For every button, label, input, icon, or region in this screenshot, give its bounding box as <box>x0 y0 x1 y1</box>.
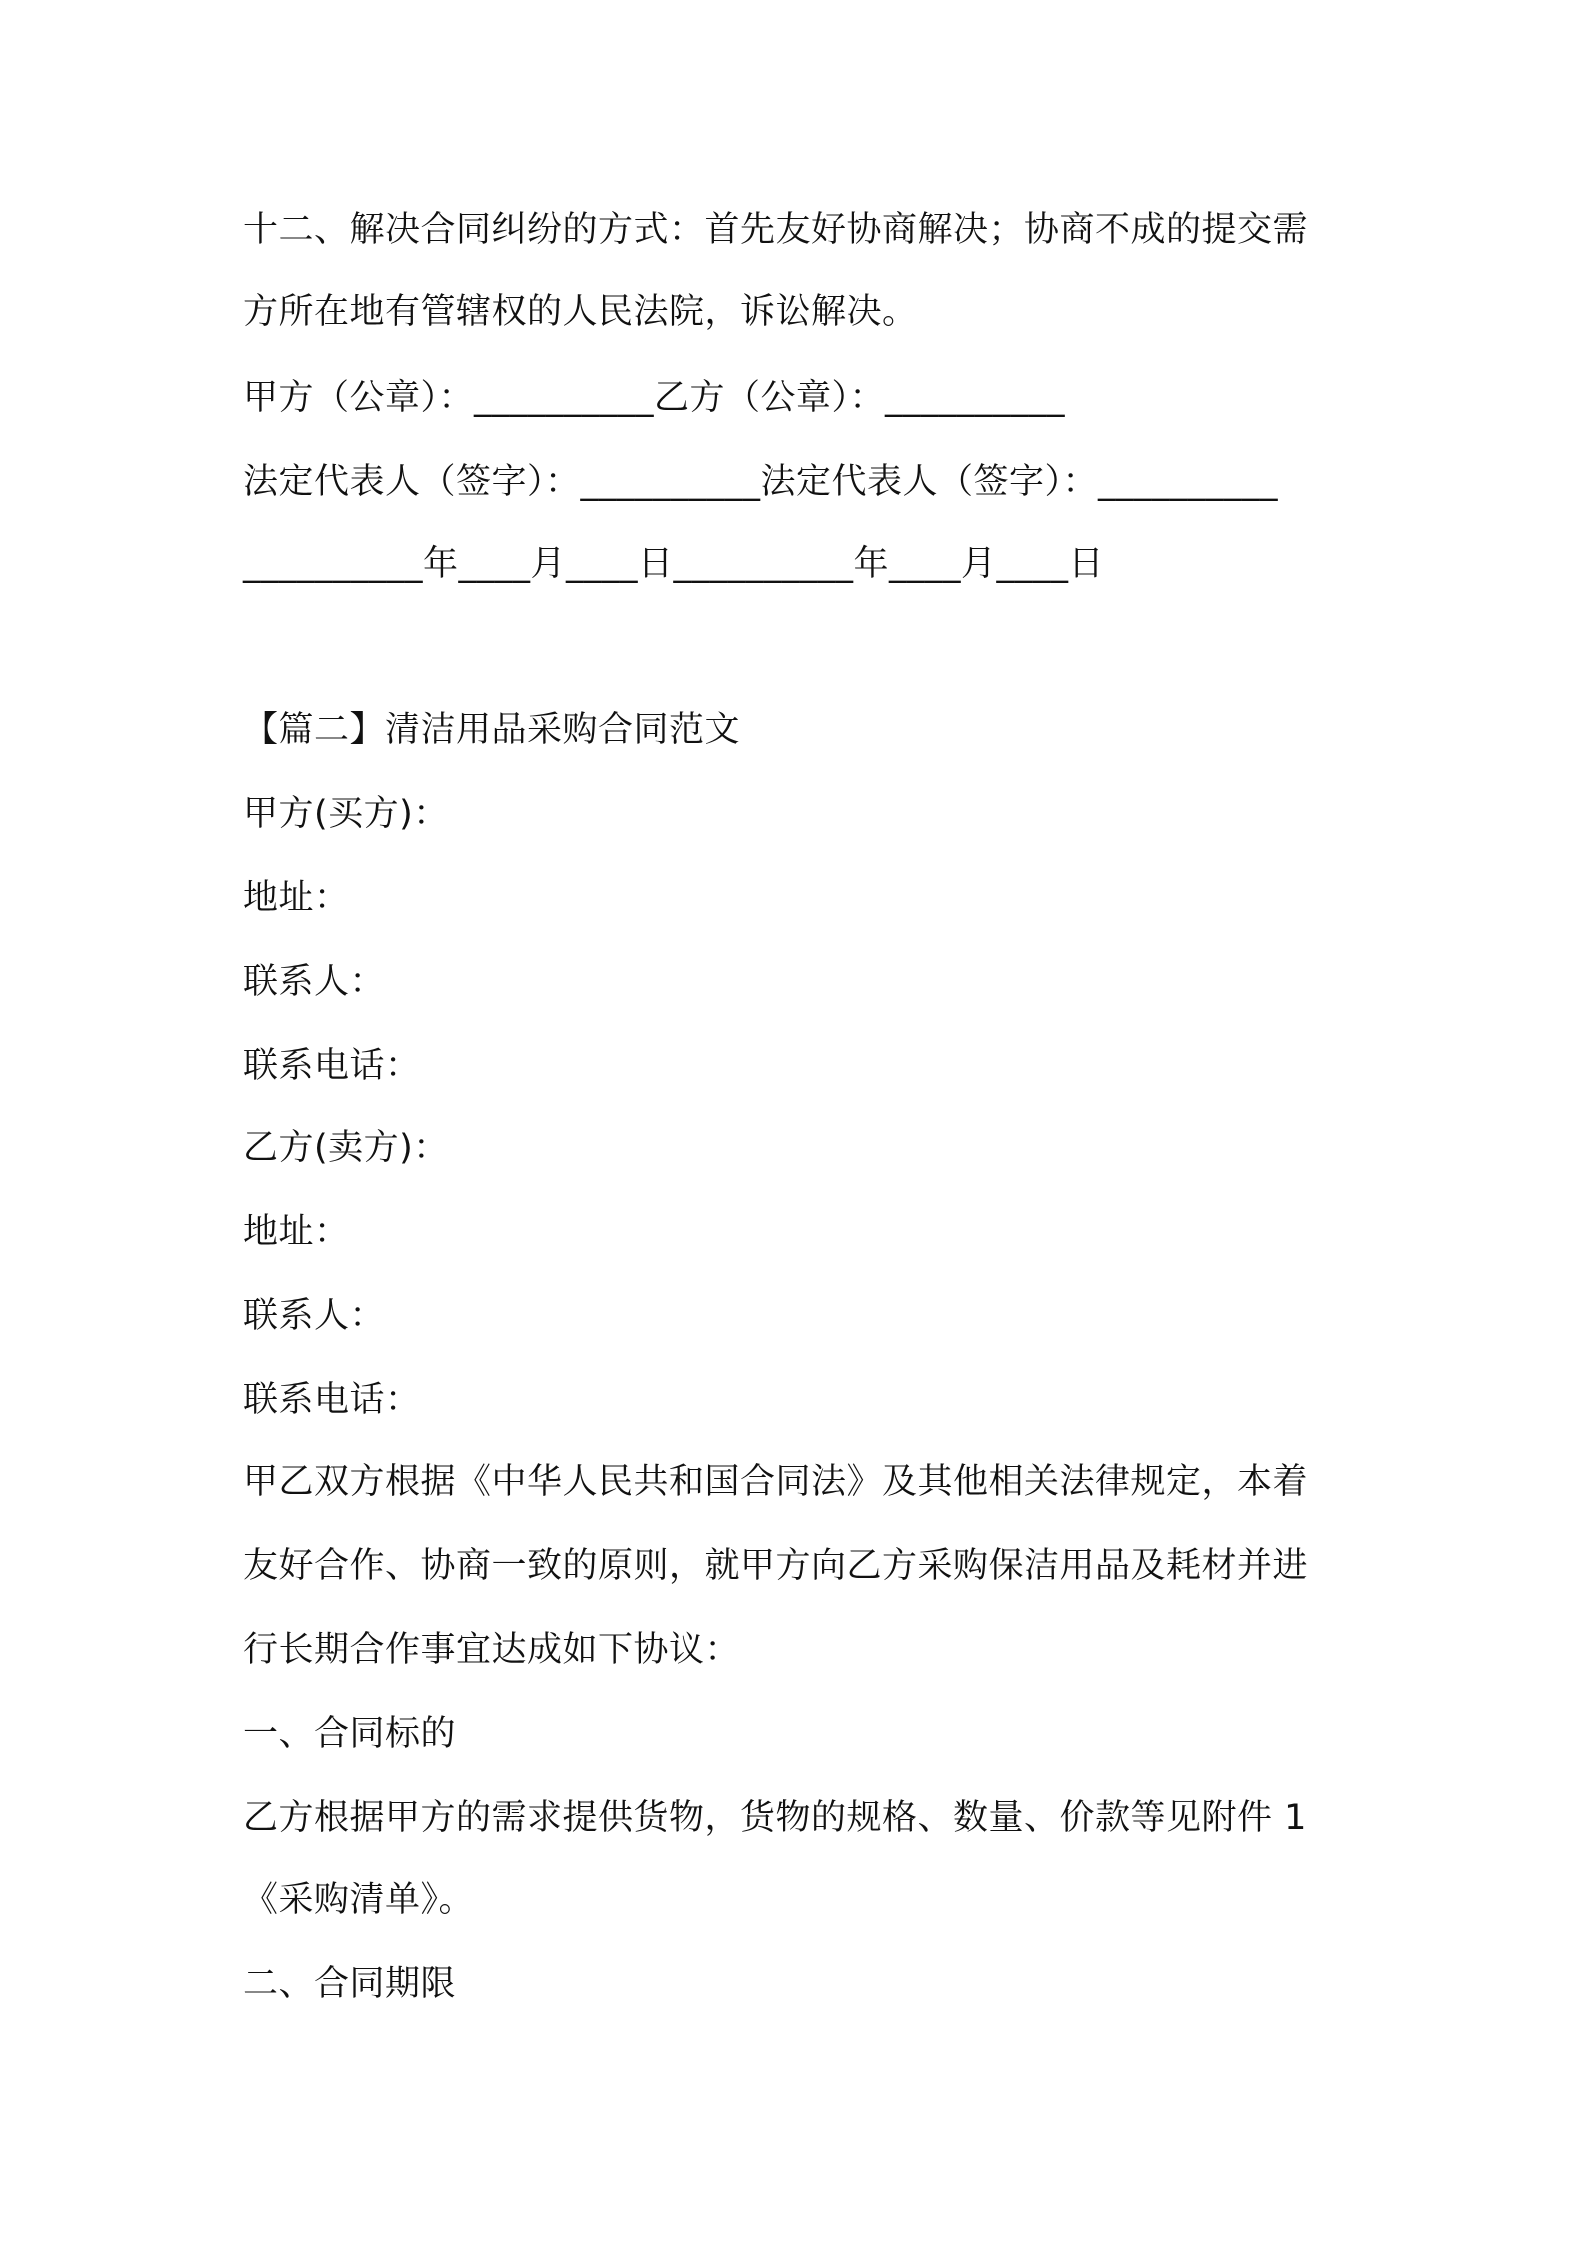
party-b-contact: 联系人： <box>243 1296 386 1336</box>
seal-signature-line: 甲方（公章）：__________乙方（公章）：__________ <box>243 378 1066 418</box>
clause-one-heading: 一、合同标的 <box>243 1714 457 1754</box>
party-a-label: 甲方(买方)： <box>243 794 449 834</box>
party-b-address: 地址： <box>243 1212 350 1252</box>
section-twelve-line-1: 十二、解决合同纠纷的方式：首先友好协商解决；协商不成的提交需 <box>243 210 1309 250</box>
preamble-line-2: 友好合作、协商一致的原则，就甲方向乙方采购保洁用品及耗材并进 <box>243 1546 1309 1586</box>
clause-one-body-line-1: 乙方根据甲方的需求提供货物，货物的规格、数量、价款等见附件 1 <box>243 1798 1307 1838</box>
signature-date-line: __________年____月____日__________年____月____日 <box>243 544 1105 584</box>
section-twelve-line-2: 方所在地有管辖权的人民法院，诉讼解决。 <box>243 292 918 332</box>
preamble-line-3: 行长期合作事宜达成如下协议： <box>243 1630 741 1670</box>
party-a-phone: 联系电话： <box>243 1046 421 1086</box>
party-b-phone: 联系电话： <box>243 1380 421 1420</box>
preamble-line-1: 甲乙双方根据《中华人民共和国合同法》及其他相关法律规定，本着 <box>243 1462 1309 1502</box>
party-b-label: 乙方(卖方)： <box>243 1128 449 1168</box>
clause-one-body-line-2: 《采购清单》。 <box>243 1880 475 1920</box>
clause-two-heading: 二、合同期限 <box>243 1964 457 2004</box>
party-a-address: 地址： <box>243 878 350 918</box>
part-two-title: 【篇二】清洁用品采购合同范文 <box>243 710 741 750</box>
party-a-contact: 联系人： <box>243 962 386 1002</box>
representative-signature-line: 法定代表人（签字）：__________法定代表人（签字）：__________ <box>243 462 1279 502</box>
